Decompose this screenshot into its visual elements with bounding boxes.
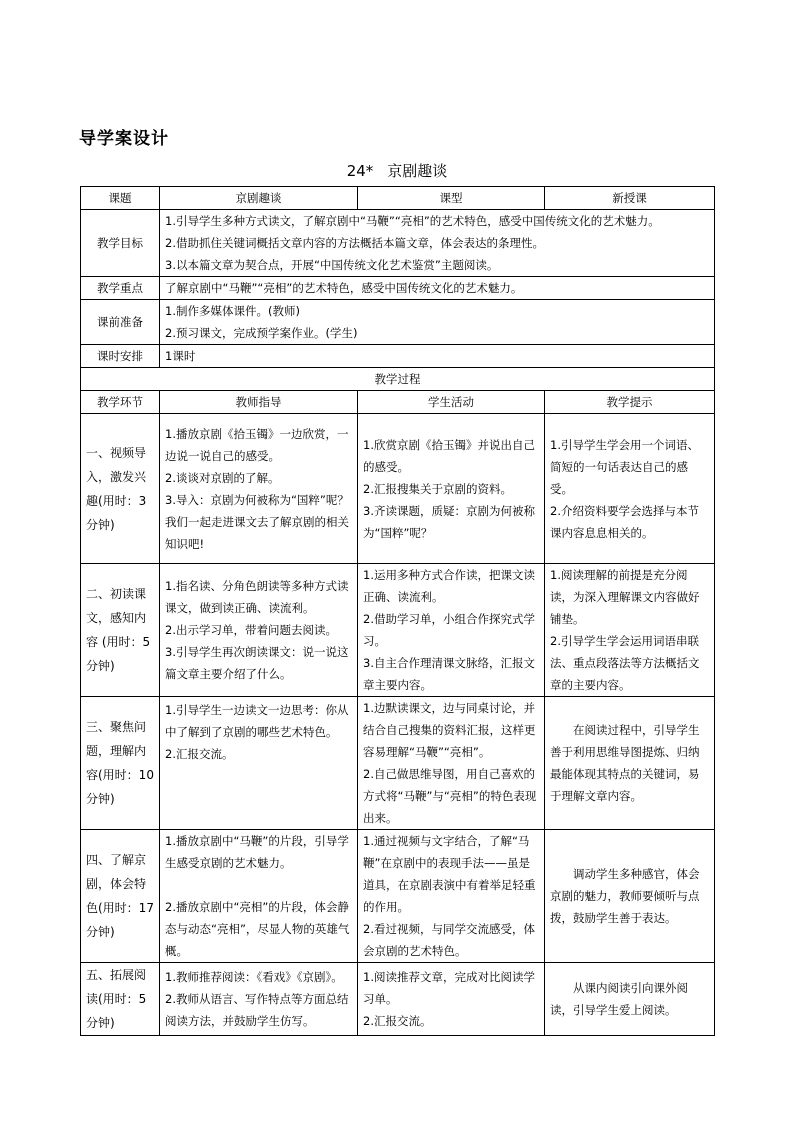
student-item: 2.自己做思维导图，用自己喜欢的方式将“马鞭”与“亮相”的特色表现出来。 <box>363 767 537 825</box>
teacher-cell <box>160 697 358 830</box>
tips-cell <box>545 697 715 830</box>
preparation-label: 课前准备 <box>81 300 160 345</box>
objective-item: 3.以本篇文章为契合点，开展“中国传统文化艺术鉴赏”主题阅读。 <box>165 258 499 272</box>
teacher-cell <box>160 564 358 697</box>
teacher-item: 2.出示学习单，带着问题去阅读。 <box>165 623 337 637</box>
course-row <box>81 187 715 210</box>
document-title: 导学案设计 <box>79 129 169 149</box>
tips-cell <box>545 564 715 697</box>
teacher-item: 1.播放京剧中“马鞭”的片段，引导学生感受京剧的艺术魅力。 <box>165 834 349 870</box>
tip-item: 2.介绍资料要学会选择与本节课内容息息相关的。 <box>550 503 699 540</box>
preparation-row <box>81 300 715 345</box>
student-item: 1.阅读推荐文章，完成对比阅读学习单。 <box>363 970 535 1006</box>
teacher-cell <box>160 830 358 963</box>
lesson-plan-table <box>80 186 715 1036</box>
stage-cell: 五、拓展阅读(用时：5分钟) <box>81 963 160 1036</box>
objective-item: 2.借助抓住关键词概括文章内容的方法概括本篇文章，体会表达的条理性。 <box>165 236 544 250</box>
preparation-item: 2.预习课文，完成预学案作业。(学生) <box>165 326 358 340</box>
objectives-row <box>81 210 715 277</box>
student-item: 1.运用多种方式合作读，把课文读正确、读流利。 <box>363 568 535 604</box>
preparation-content <box>160 300 715 345</box>
tips-cell <box>545 414 715 564</box>
student-cell <box>358 697 545 830</box>
student-cell <box>358 414 545 564</box>
process-row <box>81 414 715 564</box>
process-row <box>81 963 715 1036</box>
student-item: 2.汇报交流。 <box>363 1014 432 1028</box>
tip-item: 调动学生多种感官，体会京剧的魅力，教师要倾听与点拨，鼓励学生善于表达。 <box>550 867 700 925</box>
teacher-item: 1.引导学生一边读文一边思考：你从中了解到了京剧的哪些艺术特色。 <box>165 703 349 739</box>
teacher-cell <box>160 963 358 1036</box>
schedule-row <box>81 345 715 368</box>
student-item: 1.欣赏京剧《拾玉镯》并说出自己的感受。 <box>363 437 535 474</box>
stage-cell: 三、聚焦问题，理解内容(用时：10分钟) <box>81 697 160 830</box>
student-item: 1.通过视频与文字结合，了解“马鞭”在京剧中的表现手法——虽是道具，在京剧表演中有着举足轻重的作用。 <box>363 834 536 914</box>
header-stage: 教学环节 <box>81 391 160 414</box>
process-title-row <box>81 368 715 391</box>
course-value: 京剧趣谈 <box>160 187 358 210</box>
stage-cell: 一、视频导入，激发兴趣(用时：3分钟) <box>81 414 160 564</box>
tip-item: 在阅读过程中，引导学生善于利用思维导图提炼、归纳最能体现其特点的关键词，易于理解文章内容。 <box>550 723 700 803</box>
objectives-content <box>160 210 715 277</box>
header-student: 学生活动 <box>358 391 545 414</box>
schedule-label: 课时安排 <box>81 345 160 368</box>
process-header-row <box>81 391 715 414</box>
student-item: 2.看过视频，与同学交流感受，体会京剧的艺术特色。 <box>363 922 535 958</box>
objective-item: 1.引导学生多种方式读文，了解京剧中“马鞭”“亮相”的艺术特色，感受中国传统文化的艺术魅力。 <box>165 214 660 228</box>
course-type-label: 课型 <box>358 187 545 210</box>
key-point-row <box>81 277 715 300</box>
tip-item: 从课内阅读引向课外阅读，引导学生爱上阅读。 <box>550 981 688 1017</box>
process-title: 教学过程 <box>81 368 715 391</box>
teacher-cell <box>160 414 358 564</box>
student-cell <box>358 830 545 963</box>
lesson-number: 24* <box>346 162 374 180</box>
process-row <box>81 830 715 963</box>
course-label: 课题 <box>81 187 160 210</box>
tip-item: 2.引导学生学会运用词语串联法、重点段落法等方法概括文章的主要内容。 <box>550 634 700 692</box>
student-item: 3.齐读课题，质疑：京剧为何被称为“国粹”呢？ <box>363 503 535 540</box>
lesson-name: 京剧趣谈 <box>387 162 448 180</box>
teacher-item: 3.导入：京剧为何被称为“国粹”呢？我们一起走进课文去了解京剧的相关知识吧! <box>165 492 349 551</box>
objectives-label: 教学目标 <box>81 210 160 277</box>
preparation-item: 1.制作多媒体课件。(教师) <box>165 304 300 318</box>
tips-cell <box>545 963 715 1036</box>
course-type-value: 新授课 <box>545 187 715 210</box>
tip-item: 1.引导学生学会用一个词语、简短的一句话表达自己的感受。 <box>550 437 699 496</box>
teacher-item: 2.汇报交流。 <box>165 747 234 761</box>
student-cell <box>358 564 545 697</box>
teacher-item: 1.指名读、分角色朗读等多种方式读课文，做到读正确、读流利。 <box>165 579 349 615</box>
teacher-item: 1.播放京剧《拾玉镯》一边欣赏，一边说一说自己的感受。 <box>165 426 349 463</box>
stage-cell: 二、初读课文，感知内容 (用时：5分钟) <box>81 564 160 697</box>
header-teacher: 教师指导 <box>160 391 358 414</box>
tip-item: 1.阅读理解的前提是充分阅读，为深入理解课文内容做好铺垫。 <box>550 568 700 626</box>
student-item: 1.边默读课文，边与同桌讨论，并结合自己搜集的资料汇报，这样更容易理解“马鞭”“亮相”。 <box>363 701 536 759</box>
student-item: 2.借助学习单，小组合作探究式学习。 <box>363 612 535 648</box>
tips-cell <box>545 830 715 963</box>
process-row <box>81 697 715 830</box>
student-item: 2.汇报搜集关于京剧的资料。 <box>363 481 512 496</box>
stage-cell: 四、了解京剧，体会特色(用时：17分钟) <box>81 830 160 963</box>
process-row <box>81 564 715 697</box>
teacher-item: 2.播放京剧中“亮相”的片段，体会静态与动态“亮相”，尽显人物的英雄气概。 <box>165 900 350 958</box>
teacher-item: 2.教师从语言、写作特点等方面总结阅读方法，并鼓励学生仿写。 <box>165 992 349 1028</box>
lesson-title <box>0 160 794 181</box>
key-point-value: 了解京剧中“马鞭”“亮相”的艺术特色，感受中国传统文化的艺术魅力。 <box>160 277 715 300</box>
teacher-item: 3.引导学生再次朗读课文：说一说这篇文章主要介绍了什么。 <box>165 645 349 681</box>
student-item: 3.自主合作理清课文脉络，汇报文章主要内容。 <box>363 656 535 692</box>
teacher-item: 1.教师推荐阅读：《看戏》《京剧》。 <box>165 970 343 984</box>
teacher-item: 2.谈谈对京剧的了解。 <box>165 470 280 485</box>
schedule-value: 1课时 <box>160 345 715 368</box>
student-cell <box>358 963 545 1036</box>
key-point-label: 教学重点 <box>81 277 160 300</box>
header-tips: 教学提示 <box>545 391 715 414</box>
